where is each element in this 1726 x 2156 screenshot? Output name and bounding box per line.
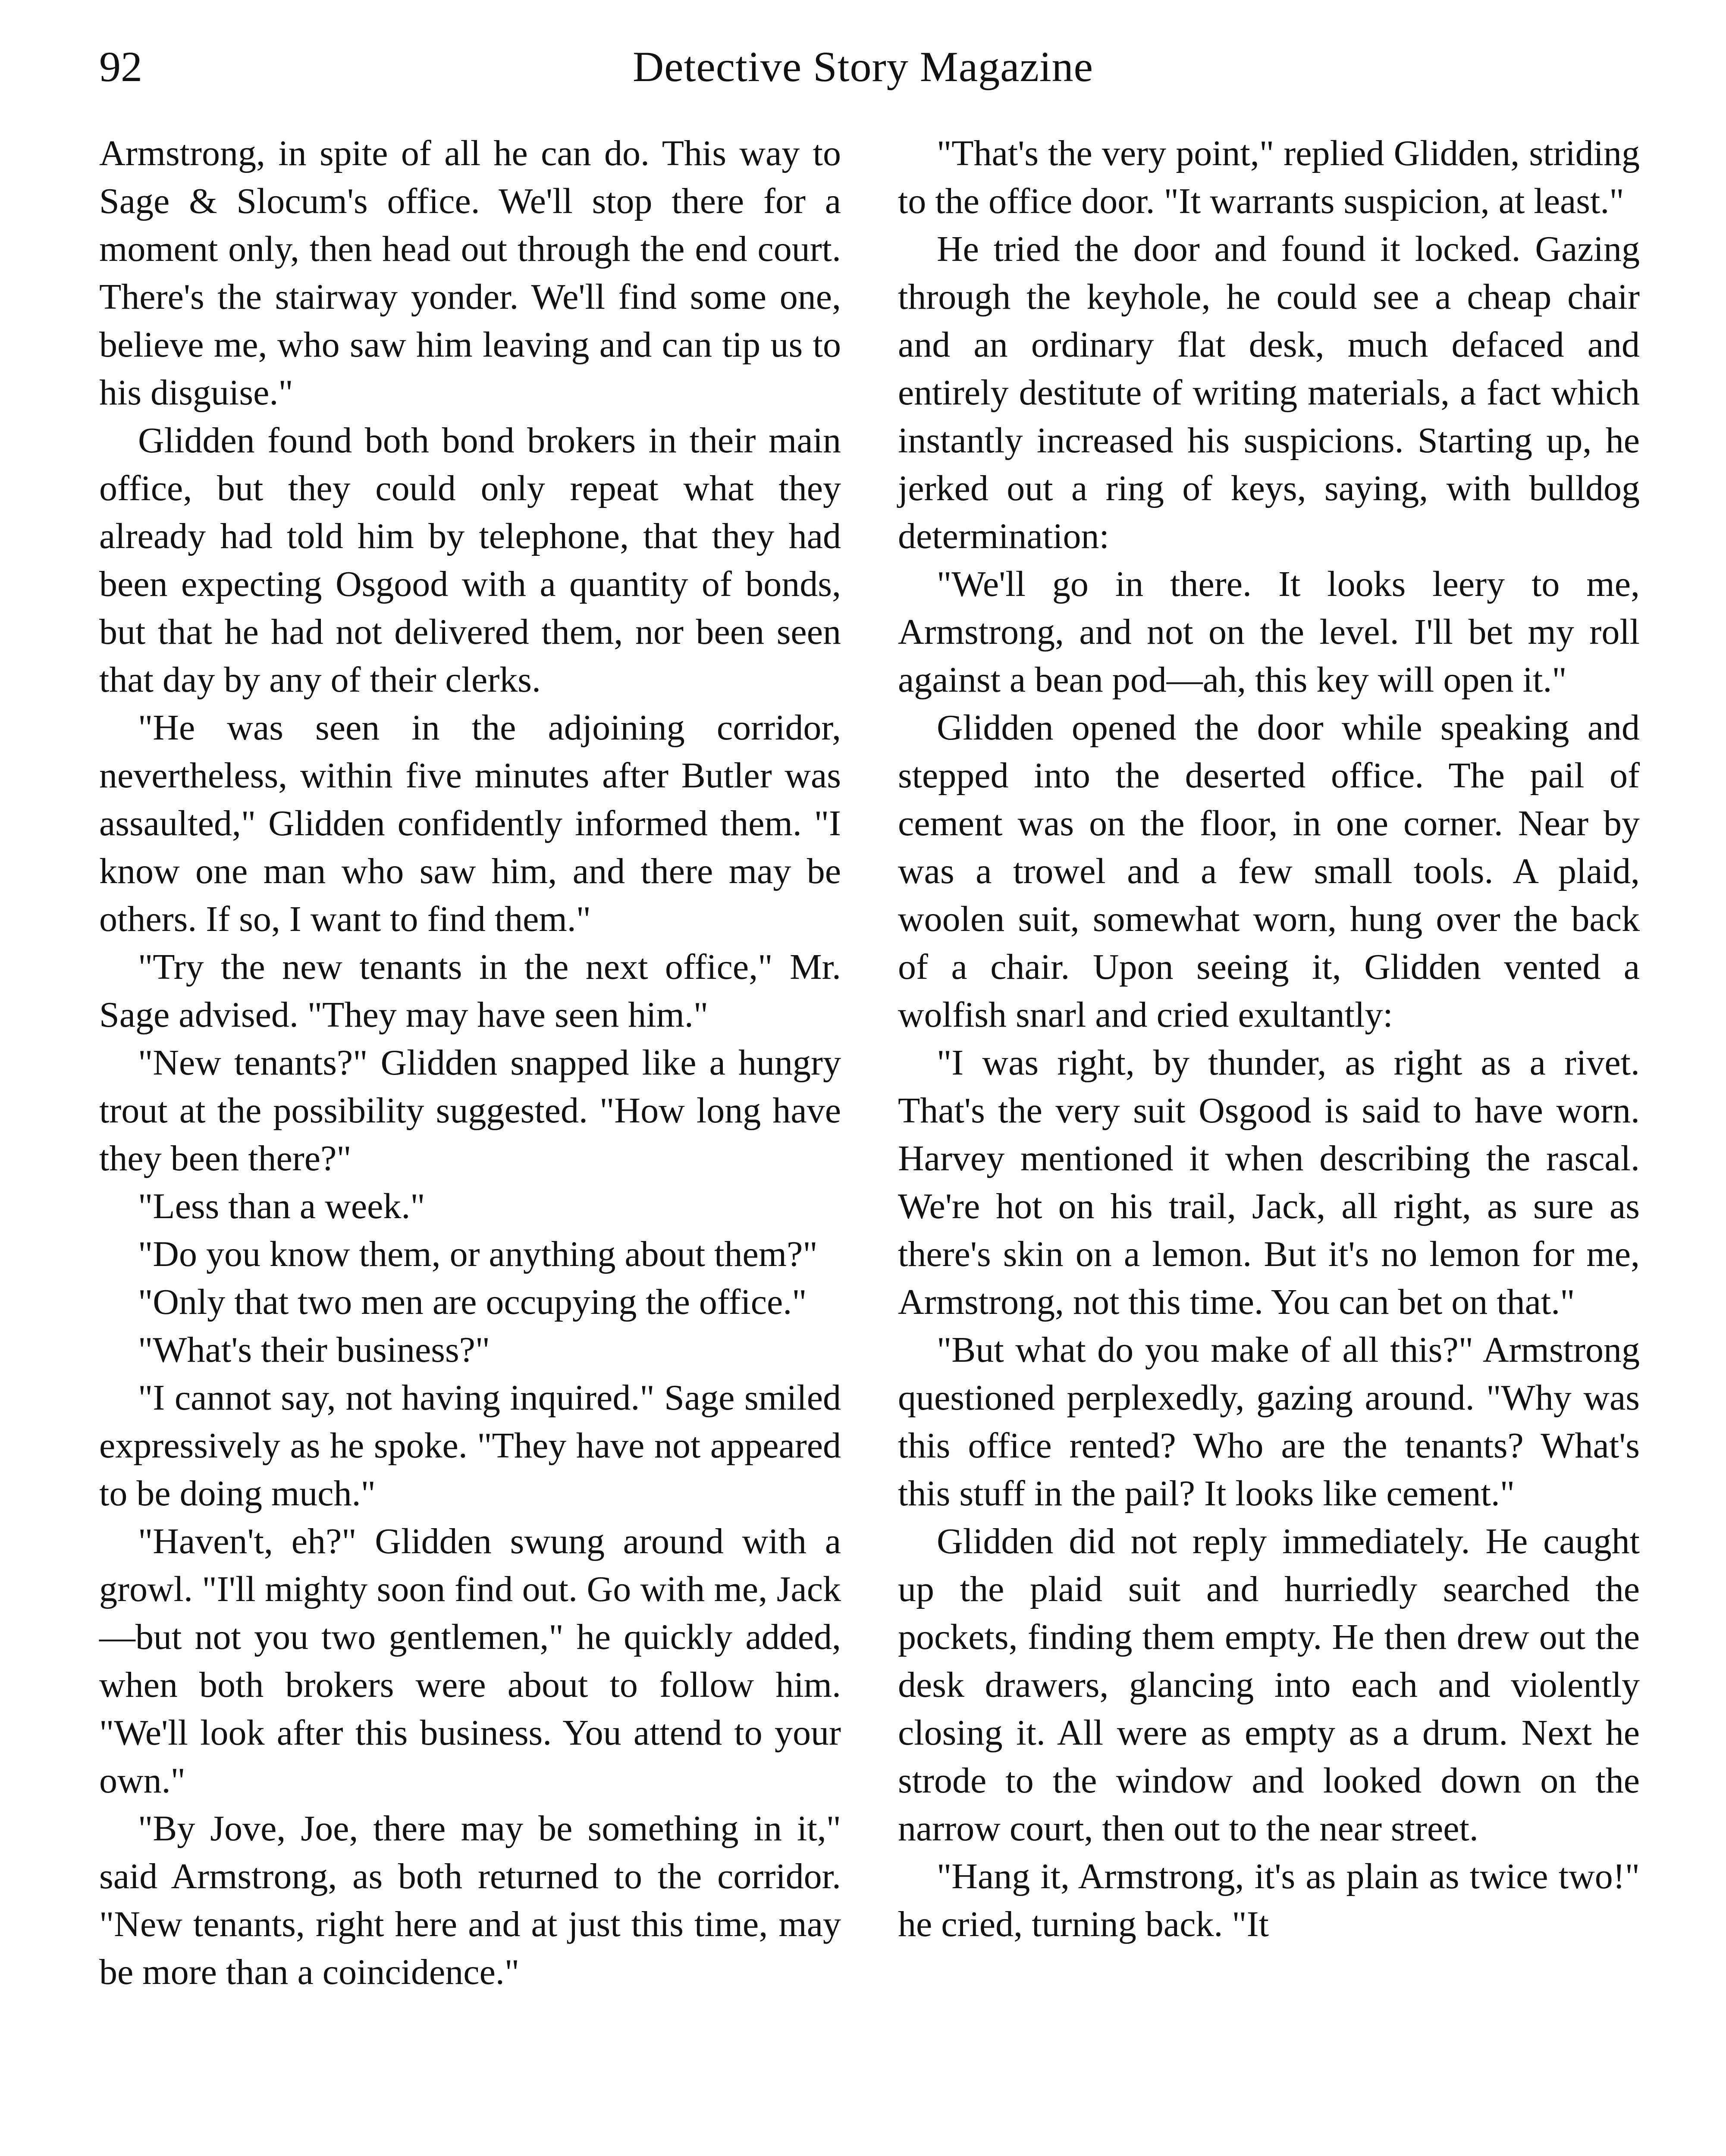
paragraph: "I was right, by thunder, as right as a rivet. That's the very suit Osgood is said to have worn. Harvey mentioned it when describing the rascal. We're hot on his trail, Jack, all right, as sure as there's skin on a lemon. But it's no lemon for me, Armstrong, not this time. You can bet on that." [898,1043,1640,1322]
left-column [99,129,841,1996]
paragraph: "Do you know them, or anything about them?" [138,1234,818,1274]
paragraph: "Less than a week." [138,1186,425,1226]
page-number: 92 [99,43,142,91]
paragraph: "New tenants?" Glidden snapped like a hungry trout at the possibility suggested. "How long have they been there?" [99,1043,841,1178]
paragraph: "I cannot say, not having inquired." Sage smiled expressively as he spoke. "They have not appeared to be doing much." [99,1378,841,1514]
paragraph: Glidden opened the door while speaking and stepped into the deserted office. The pail of cement was on the floor, in one corner. Near by was a trowel and a few small tools. A plaid, woolen suit, somewhat worn, hung over the back of a chair. Upon seeing it, Glidden vented a wolfish snarl and cried exultantly: [898,708,1640,1035]
paragraph: "Only that two men are occupying the office." [138,1282,807,1322]
page-header [99,39,1627,99]
paragraph: Glidden did not reply immediately. He caught up the plaid suit and hurriedly searched the pockets, finding them empty. He then drew out the desk drawers, glancing into each and violently closing it. All were as empty as a drum. Next he strode to the window and looked down on the narrow court, then out to the near street. [898,1521,1640,1849]
paragraph: Armstrong, in spite of all he can do. This way to Sage & Slocum's office. We'll stop there for a moment only, then head out through the end court. There's the stairway yonder. We'll find some one, believe me, who saw him leaving and can tip us to his disguise." [99,133,841,413]
paragraph: "Haven't, eh?" Glidden swung around with a growl. "I'll mighty soon find out. Go with me, Jack—but not you two gentlemen," he quickly added, when both brokers were about to follow him. "We'll look after this business. You attend to your own." [99,1521,841,1801]
running-title: Detective Story Magazine [632,43,1094,91]
paragraph: "But what do you make of all this?" Armstrong questioned perplexedly, gazing around. "Why was this office rented? Who are the tenants? What's this stuff in the pail? It looks like cement." [898,1330,1640,1514]
paragraph: "Try the new tenants in the next office," Mr. Sage advised. "They may have seen him." [99,947,841,1035]
paragraph: He tried the door and found it locked. Gazing through the keyhole, he could see a cheap chair and an ordinary flat desk, much defaced and entirely destitute of writing materials, a fact which instantly increased his suspicions. Starting up, he jerked out a ring of keys, saying, with bulldog determination: [898,229,1640,556]
paragraph: "By Jove, Joe, there may be something in it," said Armstrong, as both returned to the corridor. "New tenants, right here and at just this time, may be more than a coincidence." [99,1808,841,1992]
paragraph: "What's their business?" [138,1330,490,1370]
right-column [898,129,1640,1948]
paragraph: Glidden found both bond brokers in their main office, but they could only repeat what they already had told him by telephone, that they had been expecting Osgood with a quantity of bonds, but that he had not delivered them, nor been seen that day by any of their clerks. [99,420,841,700]
paragraph: "He was seen in the adjoining corridor, nevertheless, within five minutes after Butler was assaulted," Glidden confidently informed them. "I know one man who saw him, and there may be others. If so, I want to find them." [99,708,841,939]
paragraph: "We'll go in there. It looks leery to me, Armstrong, and not on the level. I'll bet my roll against a bean pod—ah, this key will open it." [898,564,1640,700]
paragraph: "That's the very point," replied Glidden, striding to the office door. "It warrants suspicion, at least." [898,133,1640,221]
paragraph: "Hang it, Armstrong, it's as plain as twice two!" he cried, turning back. "It [898,1856,1640,1944]
